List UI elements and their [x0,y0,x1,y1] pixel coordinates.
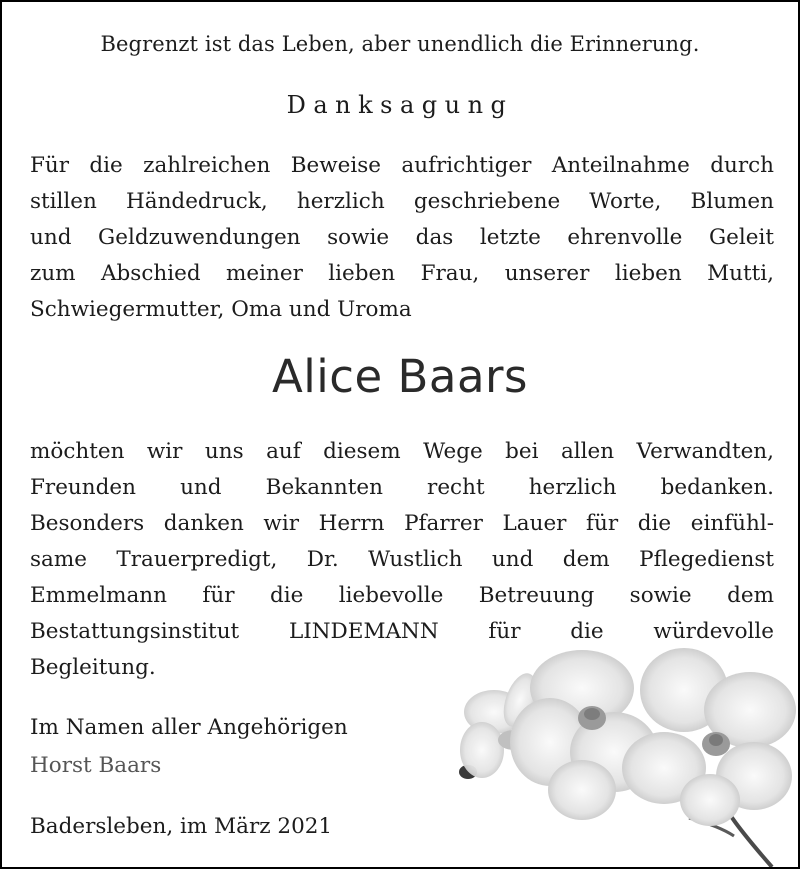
intro-paragraph [30,148,774,328]
thanks-line: same Trauerpredigt, Dr. Wustlich und dem Pflegedienst [30,547,774,572]
thanks-line: Emmelmann für die liebevolle Betreuung sowie dem [30,583,774,608]
intro-line: Für die zahlreichen Beweise aufrichtiger Anteilnahme durch [30,153,774,178]
deceased-name: Alice Baars [272,350,528,403]
thanks-line: Bestattungsinstitut LINDEMANN für die würdevolle [30,619,774,644]
thanks-line: möchten wir uns auf diesem Wege bei allen Verwandten, [30,439,774,464]
intro-line: und Geldzuwendungen sowie das letzte ehrenvolle Geleit [30,225,774,250]
thanks-line: Freunden und Bekannten recht herzlich bedanken. [30,475,774,500]
heading-danksagung: Danksagung [286,91,514,119]
thanks-line: Besonders danken wir Herrn Pfarrer Lauer für die einfühl- [30,511,774,536]
orchid-image [454,640,798,867]
motto-quote: Begrenzt ist das Leben, aber unendlich die Erinnerung. [100,32,700,56]
intro-line: Schwiegermutter, Oma und Uroma [30,297,412,322]
signature-line-1: Im Namen aller Angehörigen [30,715,348,740]
place-date: Badersleben, im März 2021 [30,814,333,839]
intro-line: zum Abschied meiner lieben Frau, unserer lieben Mutti, [30,261,774,286]
intro-line: stillen Händedruck, herzlich geschriebene Worte, Blumen [30,189,774,214]
signature-name: Horst Baars [30,753,162,778]
thanks-line: Begleitung. [30,655,156,680]
